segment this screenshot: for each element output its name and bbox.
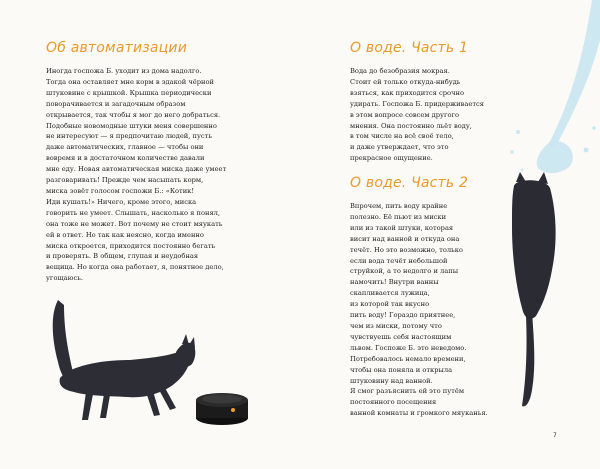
right-page bbox=[300, 0, 600, 469]
text-line: не интересуют — я предпочитаю людей, пусть bbox=[46, 132, 212, 141]
text-line: штуковине с крышкой. Крышка периодически bbox=[46, 88, 212, 97]
text-line: Иди кушать!» Ничего, кроме этого, миска bbox=[46, 197, 197, 206]
text-line: намочить! Внутри ванны bbox=[350, 278, 439, 287]
text-line: Потребовалось немало времени, bbox=[350, 354, 466, 363]
text-line: в этом вопросе совсем другого bbox=[350, 110, 460, 119]
text-line: чтобы она поняла и открыла bbox=[350, 365, 453, 374]
text-line: говорить не умеет. Слышать, насколько я понял, bbox=[46, 208, 221, 217]
text-line: из которой так вкусно bbox=[350, 300, 430, 309]
text-line: течёт. Но это возможно, только bbox=[350, 245, 463, 254]
text-line: штуковину над ванной. bbox=[350, 376, 433, 385]
text-line: вовремя и в достаточном количестве давали bbox=[46, 154, 205, 163]
auto-feeder bbox=[196, 393, 248, 425]
text-line: висит над ванной и откуда она bbox=[350, 234, 460, 243]
text-line: струйкой, а то недолго и лапы bbox=[350, 267, 459, 276]
heading-water-part-1: О воде. Часть 1 bbox=[350, 40, 469, 56]
text-line: разговаривать! Прежде чем насыпать корм, bbox=[46, 176, 204, 185]
water-cat-illustration bbox=[300, 0, 600, 469]
text-line: чем из миски, потому что bbox=[350, 321, 442, 330]
page-number: 7 bbox=[553, 432, 557, 439]
text-line: мне еду. Новая автоматическая миска даже умеет bbox=[46, 165, 227, 174]
text-line: миска откроется, приходится постоянно бегать bbox=[46, 241, 216, 250]
text-line: миска зовёт голосом госпожи Б.: «Котик! bbox=[46, 186, 195, 195]
text-line: прекрасное ощущение. bbox=[350, 154, 433, 163]
heading-water-part-2: О воде. Часть 2 bbox=[350, 175, 469, 191]
text-line: Вода до безобразия мокрая. bbox=[350, 67, 450, 75]
text-line: в том числе на всё своё тело, bbox=[350, 132, 454, 141]
text-line: львом. Госпоже Б. это неведомо. bbox=[350, 343, 467, 352]
heading-automation: Об автоматизации bbox=[46, 40, 187, 56]
text-line: скапливается лужица, bbox=[350, 289, 430, 298]
text-line: даже автоматических, главное — чтобы они bbox=[46, 143, 204, 152]
text-line: или из такой штуки, которая bbox=[350, 223, 454, 232]
text-line: угощаюсь. bbox=[46, 274, 84, 283]
text-line: и даже утверждает, что это bbox=[350, 143, 449, 152]
text-line: она тоже не может. Вот почему не стоит мяукать bbox=[46, 219, 223, 228]
text-line: вещица. Но когда она работает, я, понятное дело, bbox=[46, 263, 224, 272]
text-line: если вода течёт небольшой bbox=[350, 256, 448, 265]
text-line: ей в ответ. Но так как неясно, когда именно bbox=[46, 230, 204, 239]
text-line: полезно. Её пьют из миски bbox=[350, 212, 447, 221]
text-line: открывается, так чтобы я мог до него добраться. bbox=[46, 110, 221, 119]
text-line: пить воду! Гораздо приятнее, bbox=[350, 311, 456, 320]
text-line: поворачивается и загадочным образом bbox=[46, 99, 186, 108]
text-line: удирать. Госпожа Б. придерживается bbox=[350, 99, 485, 108]
text-line: постоянного посещения bbox=[350, 398, 437, 407]
text-line: Впрочем, пить воду крайне bbox=[350, 202, 448, 210]
text-line: Я смог разъяснить ей это путём bbox=[350, 387, 465, 396]
text-line: Стоит ей только откуда-нибудь bbox=[350, 77, 461, 86]
text-line: Иногда госпожа Б. уходит из дома надолго. bbox=[46, 67, 202, 75]
text-line: мнения. Она постоянно льёт воду, bbox=[350, 121, 472, 130]
text-line: взяться, как приходится срочно bbox=[350, 88, 464, 97]
text-line: Тогда она оставляет мне корм в эдакой чёрной bbox=[46, 77, 214, 86]
text-line: и проверять. В общем, глупая и неудобная bbox=[46, 252, 199, 261]
text-line: ванной комнаты и громкого мяуканья. bbox=[350, 409, 488, 418]
text-line: чувствуешь себя настоящим bbox=[350, 332, 452, 341]
text-line: Подобные новомодные штуки меня совершенно bbox=[46, 121, 217, 130]
